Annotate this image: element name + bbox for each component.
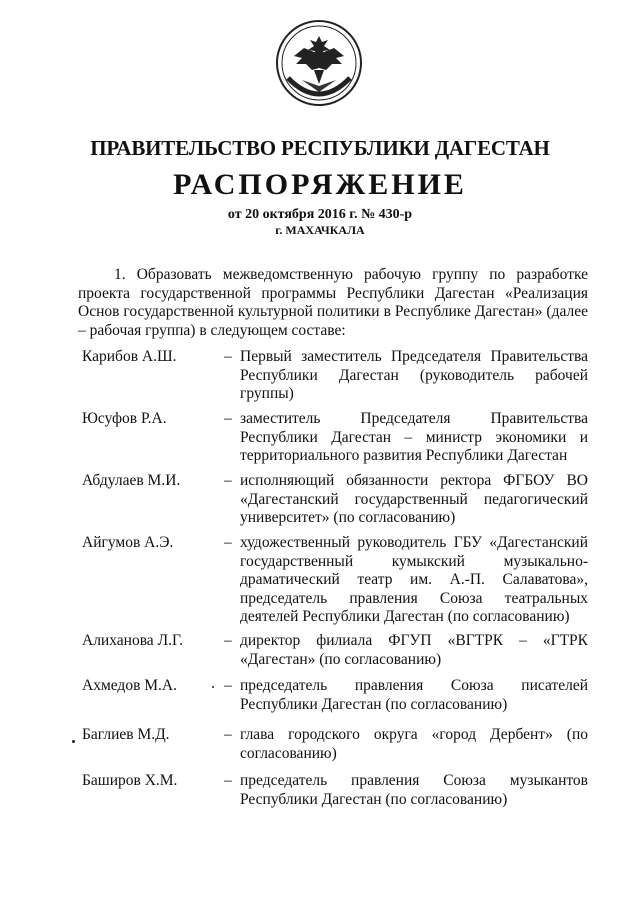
member-dash: –	[224, 348, 232, 365]
document-type-title: РАСПОРЯЖЕНИЕ	[173, 168, 467, 201]
member-name: Абдулаев М.И.	[82, 472, 181, 489]
scan-speck	[212, 686, 214, 688]
member-name: Алиханова Л.Г.	[82, 632, 184, 649]
member-name: Баширов Х.М.	[82, 772, 178, 789]
member-role: художественный руководитель ГБУ «Дагестанский государственный кумыкский музыкально-драматический театр им. А.-П. Салаватова», председатель правления Союза театральных деятелей Республики Дагестан (по согласованию)	[240, 534, 588, 625]
member-name: Ахмедов М.А.	[82, 677, 177, 694]
scan-speck	[72, 740, 75, 743]
member-dash: –	[224, 410, 232, 427]
member-dash: –	[224, 534, 232, 551]
dagestan-coat-of-arms-emblem	[274, 18, 364, 108]
intro-paragraph: 1. Образовать межведомственную рабочую группу по разработке проекта государственной программы Республики Дагестан «Реализация Основ государственной культурной политики в Республике Дагестан» (далее – рабочая группа) в следующем составе:	[78, 266, 588, 339]
member-dash: –	[224, 772, 232, 789]
government-title: ПРАВИТЕЛЬСТВО РЕСПУБЛИКИ ДАГЕСТАН	[90, 136, 550, 160]
member-role: исполняющий обязанности ректора ФГБОУ ВО «Дагестанский государственный педагогический университет» (по согласованию)	[240, 472, 588, 526]
document-date-number: от 20 октября 2016 г. № 430-р	[227, 207, 413, 222]
member-role: Первый заместитель Председателя Правительства Республики Дагестан (руководитель рабочей группы)	[240, 348, 588, 402]
member-role: заместитель Председателя Правительства Республики Дагестан – министр экономики и территориального развития Республики Дагестан	[240, 410, 588, 464]
member-role: глава городского округа «город Дербент» (по согласованию)	[240, 726, 588, 762]
member-role: директор филиала ФГУП «ВГТРК – «ГТРК «Дагестан» (по согласованию)	[240, 632, 588, 668]
member-role: председатель правления Союза писателей Республики Дагестан (по согласованию)	[240, 677, 588, 713]
member-name: Баглиев М.Д.	[82, 726, 170, 743]
member-name: Юсуфов Р.А.	[82, 410, 167, 427]
document-place: г. МАХАЧКАЛА	[275, 223, 365, 237]
member-dash: –	[224, 472, 232, 489]
member-name: Айгумов А.Э.	[82, 534, 174, 551]
member-dash: –	[224, 726, 232, 743]
member-name: Карибов А.Ш.	[82, 348, 177, 365]
member-dash: –	[224, 632, 232, 649]
member-dash: –	[224, 677, 232, 694]
member-role: председатель правления Союза музыкантов Республики Дагестан (по согласованию)	[240, 772, 588, 808]
